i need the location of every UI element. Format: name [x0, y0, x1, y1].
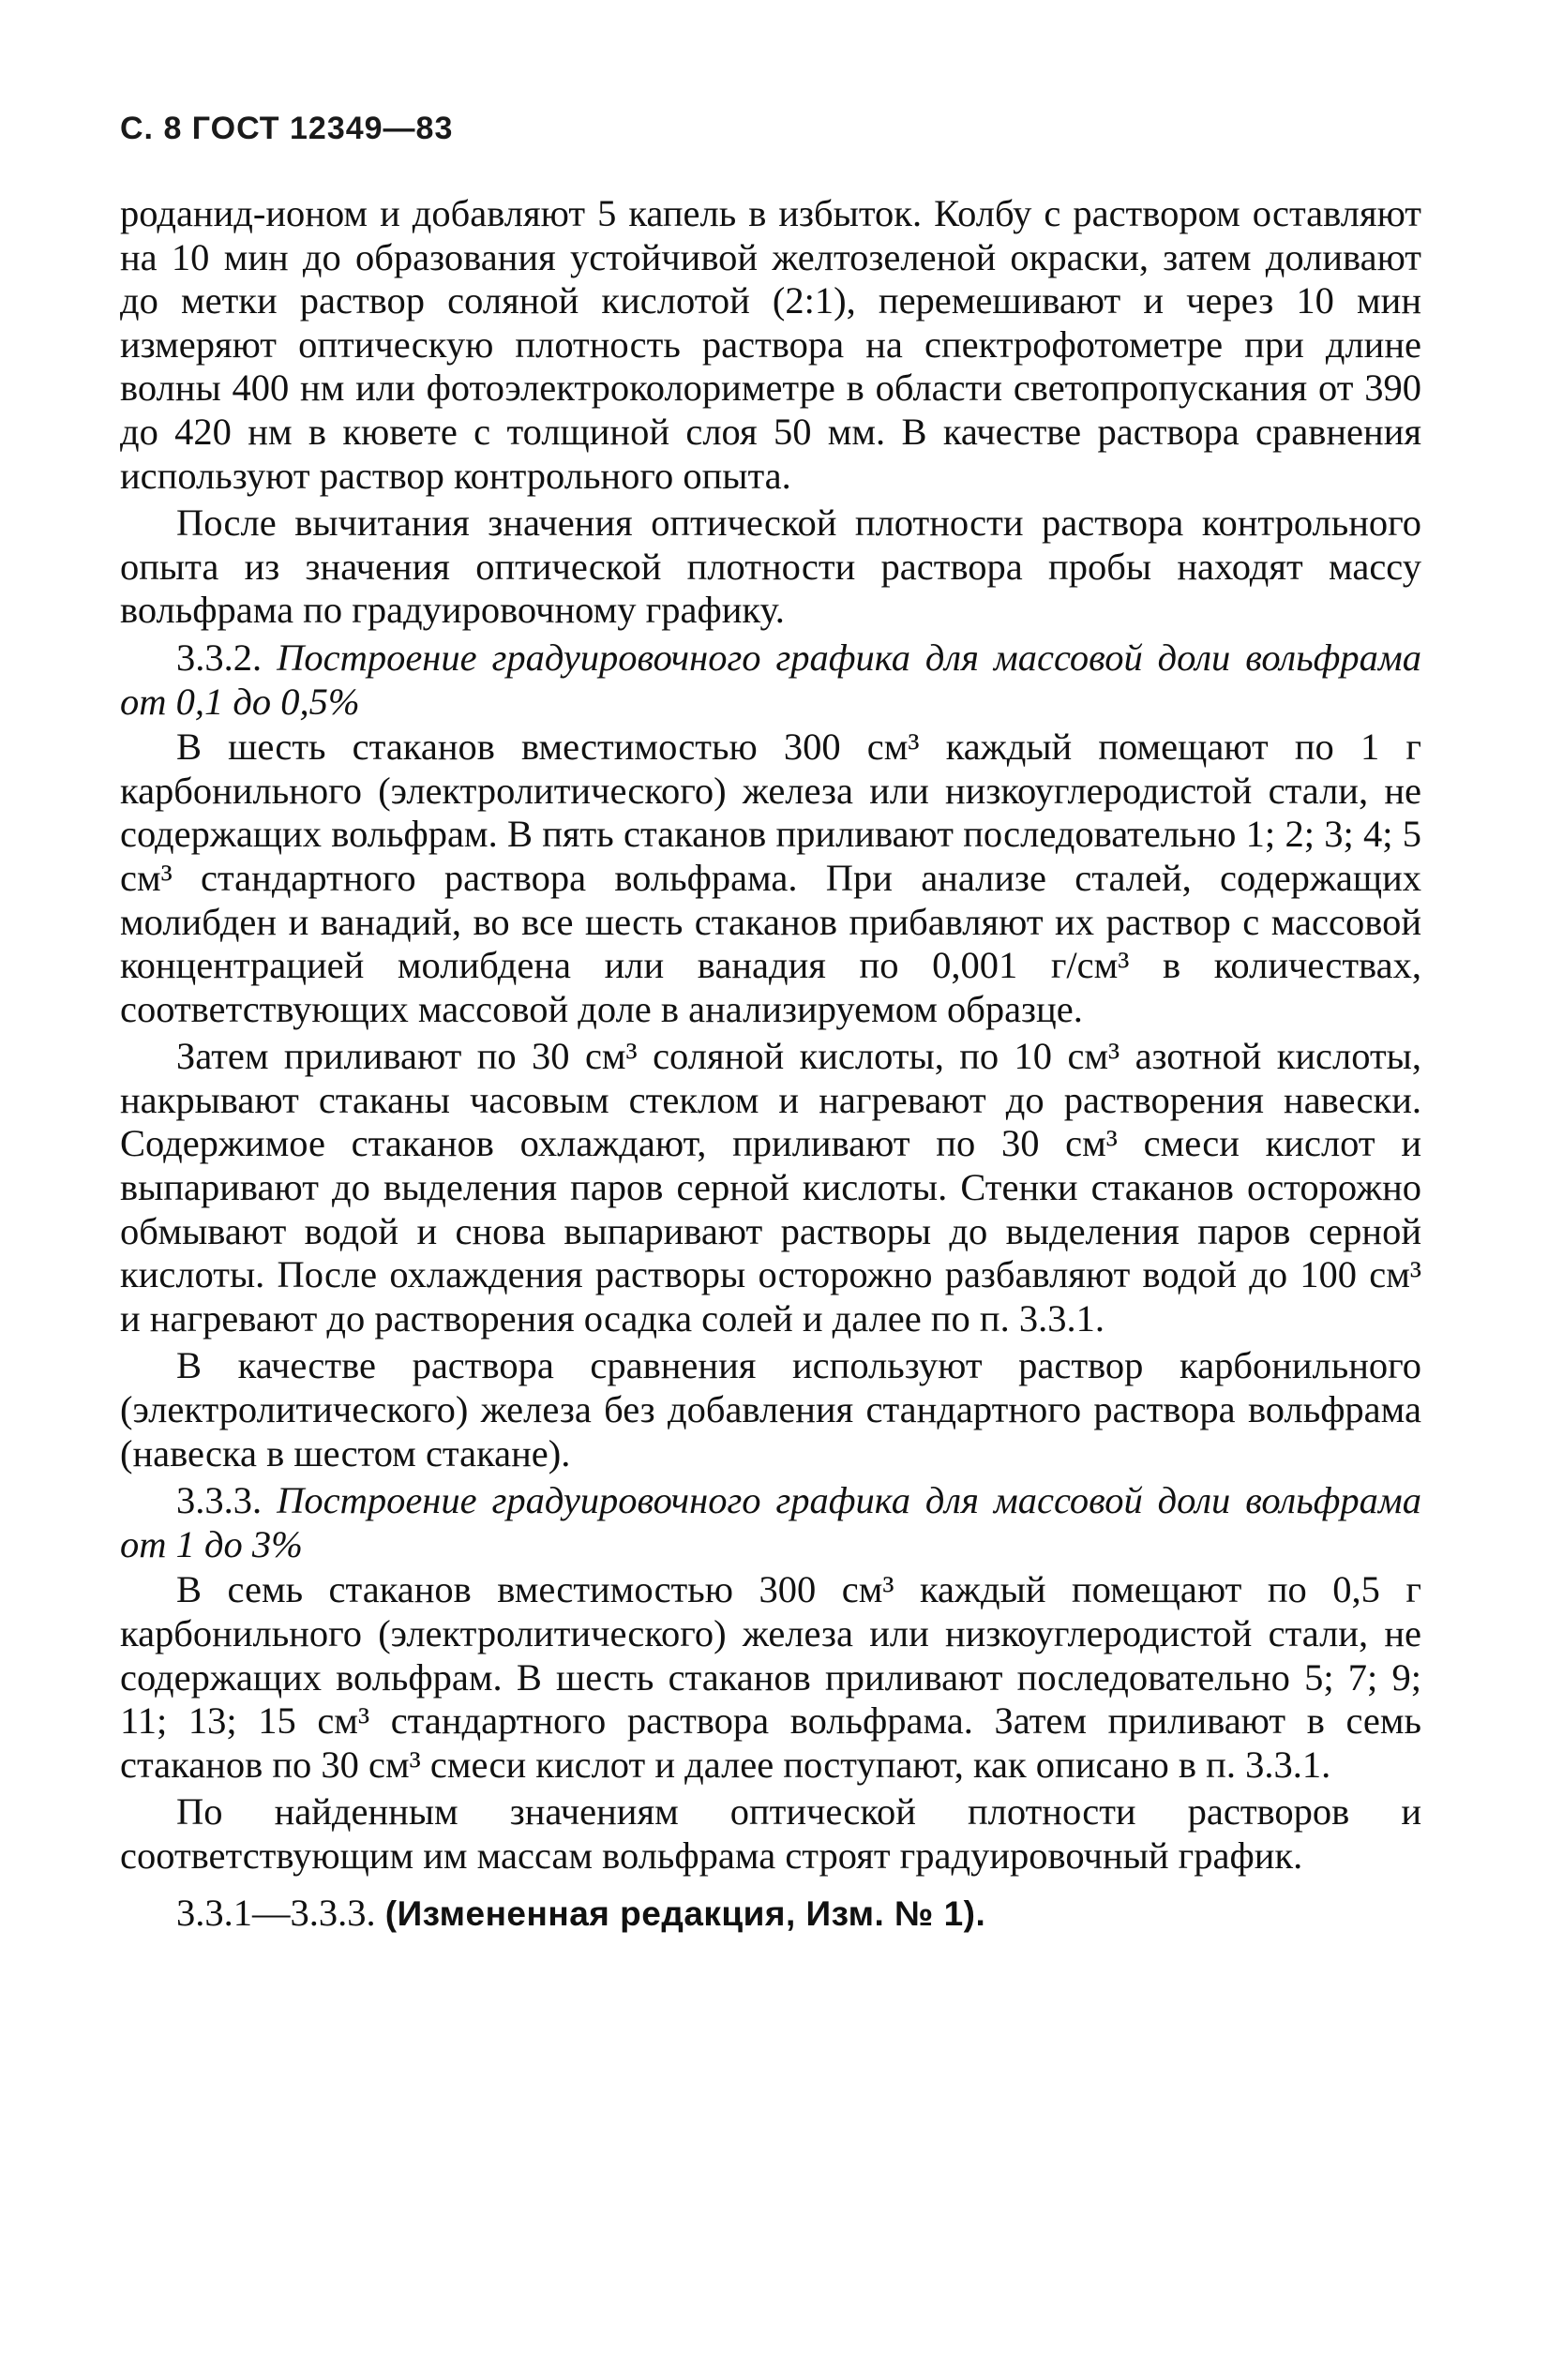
body-text: [120, 192, 1421, 1936]
paragraph-reference-solution: В качестве раствора сравнения используют раствор карбонильного (электролитического) железа без добавления стандартного раствора вольфрама (навеска в шестом стакане).: [120, 1344, 1421, 1474]
paragraph-seven-beakers: В семь стаканов вместимостью 300 см³ каждый помещают по 0,5 г карбонильного (электролитического) железа или низкоуглеродистой стали, не содержащих вольфрам. В шесть стаканов приливают последовательно 5; 7; 9; 11; 13; 15 см³ стандартного раствора вольфрама. Затем приливают в семь стаканов по 30 см³ смеси кислот и далее поступают, как описано в п. 3.3.1.: [120, 1568, 1421, 1786]
paragraph-subtraction: После вычитания значения оптической плотности раствора контрольного опыта из значения оптической плотности раствора пробы находят массу вольфрама по градуировочному графику.: [120, 501, 1421, 632]
section-title: Построение градуировочного графика для массовой доли вольфрама от 1 до 3%: [120, 1479, 1422, 1565]
revision-label: (Измененная редакция, Изм. № 1).: [384, 1894, 986, 1933]
paragraph-six-beakers: В шесть стаканов вместимостью 300 см³ каждый помещают по 1 г карбонильного (электролитического) железа или низкоуглеродистой стали, не содержащих вольфрам. В пять стаканов приливают последовательно 1; 2; 3; 4; 5 см³ стандартного раствора вольфрама. При анализе сталей, содержащих молибден и ванадий, во все шесть стаканов прибавляют их раствор с массовой концентрацией молибдена или ванадия по 0,001 г/см³ в количествах, соответствующих массовой доле в анализируемом образце.: [120, 726, 1421, 1030]
section-title: Построение градуировочного графика для массовой доли вольфрама от 0,1 до 0,5%: [120, 636, 1422, 723]
paragraph-continuation: роданид-ионом и добавляют 5 капель в избыток. Колбу с раствором оставляют на 10 мин до образования устойчивой желтозеленой окраски, затем доливают до метки раствор соляной кислотой (2:1), перемешивают и через 10 мин измеряют оптическую плотность раствора на спектрофотометре при длине волны 400 нм или фотоэлектроколориметре в области светопропускания от 390 до 420 нм в кювете с толщиной слоя 50 мм. В качестве раствора сравнения используют раствор контрольного опыта.: [120, 192, 1421, 497]
running-head: С. 8 ГОСТ 12349—83: [120, 111, 454, 146]
section-heading-3-3-3: [120, 1479, 1421, 1566]
revision-reference: 3.3.1—3.3.3.: [176, 1891, 376, 1934]
section-number: 3.3.2.: [176, 636, 263, 679]
section-number: 3.3.3.: [176, 1479, 263, 1522]
revision-note: [120, 1892, 1421, 1937]
paragraph-acids: Затем приливают по 30 см³ соляной кислоты, по 10 см³ азотной кислоты, накрывают стаканы часовым стеклом и нагревают до растворения навески. Содержимое стаканов охлаждают, приливают по 30 см³ смеси кислот и выпаривают до выделения паров серной кислоты. Стенки стаканов осторожно обмывают водой и снова выпаривают растворы до выделения паров серной кислоты. После охлаждения растворы осторожно разбавляют водой до 100 см³ и нагревают до растворения осадка солей и далее по п. 3.3.1.: [120, 1035, 1421, 1340]
section-heading-3-3-2: [120, 636, 1421, 724]
paragraph-calibration-graph: По найденным значениям оптической плотности растворов и соответствующим им массам вольфрама строят градуировочный график.: [120, 1790, 1421, 1877]
